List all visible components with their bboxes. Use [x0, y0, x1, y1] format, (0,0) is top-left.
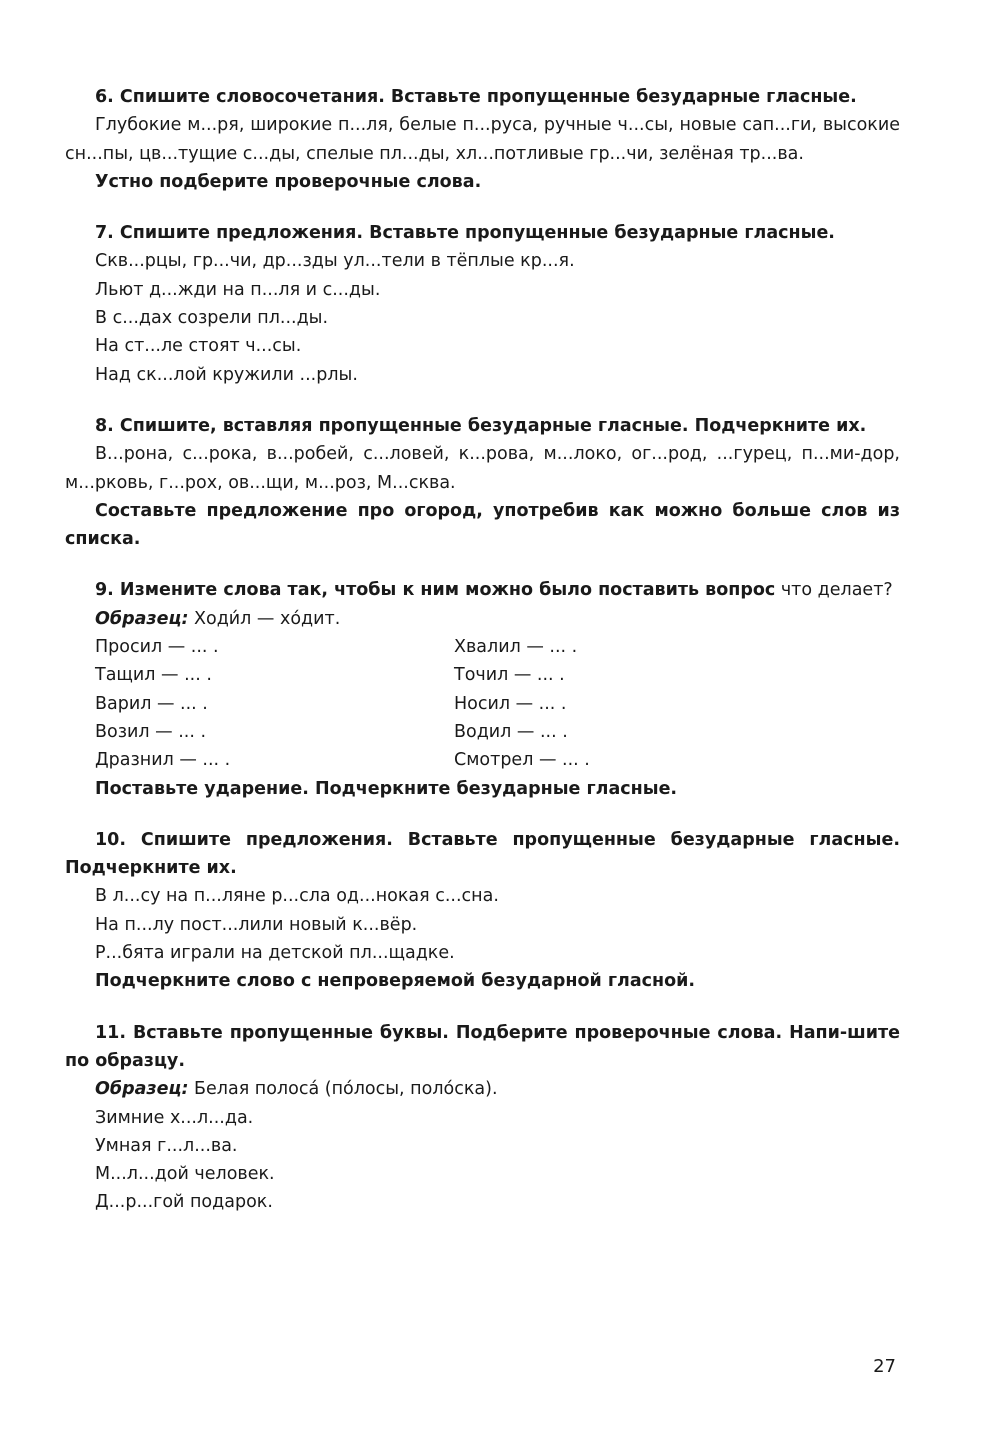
exercise-7-line: Над ск...лой кружили ...рлы. [95, 364, 358, 385]
exercise-7-line: В с...дах созрели пл...ды. [95, 308, 329, 329]
exercise-6-text: Глубокие м...ря, широкие п...ля, белые п...руса, ручные ч...сы, новые сап...ги, высокие сн...пы, цв...тущие с...ды, спелые пл...ды, хл...потливые гр...чи, зелёная тр...ва. [65, 115, 900, 164]
exercise-9-word-grid [65, 633, 900, 774]
exercise-9-task: Поставьте ударение. Подчеркните безударные гласные. [95, 778, 678, 799]
sample-text: Белая полоса́ (по́лосы, поло́ска). [188, 1079, 498, 1100]
word-item: Водил — ... . [454, 721, 568, 742]
exercise-8 [65, 412, 900, 553]
exercise-6-title: 6. Спишите словосочетания. Вставьте пропущенные безударные гласные. [95, 87, 857, 107]
exercise-11 [65, 1019, 900, 1217]
exercise-9-title-main: 9. Измените слова так, чтобы к ним можно было поставить вопрос [95, 580, 776, 601]
exercise-11-line: Умная г...л...ва. [95, 1135, 238, 1156]
exercise-10 [65, 826, 900, 996]
word-item: Варил — ... . [95, 693, 208, 714]
exercise-8-title: 8. Спишите, вставляя пропущенные безударные гласные. Подчеркните их. [95, 415, 867, 436]
word-item: Дразнил — ... . [95, 750, 231, 771]
exercise-9-question: что делает? [775, 580, 893, 601]
word-item: Смотрел — ... . [454, 750, 590, 771]
word-item: Носил — ... . [454, 693, 567, 714]
exercise-7 [65, 219, 900, 389]
word-item: Точил — ... . [454, 665, 565, 686]
word-item: Хвалил — ... . [454, 637, 578, 658]
exercise-8-text: В...рона, с...рока, в...робей, с...ловей, к...рова, м...локо, ог...род, ...гурец, п...ми-дор, м...рковь, г...рох, ов...щи, м...роз, М...сква. [65, 444, 900, 493]
exercise-7-line: На ст...ле стоят ч...сы. [95, 336, 302, 357]
exercise-11-line: Д...р...гой подарок. [95, 1192, 273, 1213]
exercise-11-title: 11. Вставьте пропущенные буквы. Подберите проверочные слова. Напи-шите по образцу. [65, 1022, 900, 1071]
exercise-11-line: М...л...дой человек. [95, 1164, 275, 1185]
exercise-9-title [65, 576, 900, 604]
exercise-9-sample [65, 605, 900, 633]
sample-label: Образец: [95, 608, 189, 629]
sample-label: Образец: [95, 1079, 189, 1100]
exercise-6-task: Устно подберите проверочные слова. [95, 171, 482, 192]
word-item: Возил — ... . [95, 721, 207, 742]
exercise-11-line: Зимние х...л...да. [95, 1107, 254, 1128]
exercise-10-title: 10. Спишите предложения. Вставьте пропущенные безударные гласные. Подчеркните их. [65, 829, 900, 879]
exercise-10-line: На п...лу пост...лили новый к...вёр. [95, 914, 418, 935]
page-number: 27 [873, 1356, 896, 1377]
exercise-7-line: Льют д...жди на п...ля и с...ды. [95, 279, 381, 300]
exercise-6 [65, 83, 900, 196]
exercise-8-task: Составьте предложение про огород, употребив как можно больше слов из списка. [65, 500, 900, 550]
exercise-10-line: В л...су на п...ляне р...сла од...нокая с...сна. [95, 886, 499, 907]
exercise-9 [65, 576, 900, 802]
exercise-11-sample [65, 1075, 900, 1103]
worksheet-page [65, 83, 900, 1240]
exercise-10-line: Р...бята играли на детской пл...щадке. [95, 943, 455, 964]
exercise-10-task: Подчеркните слово с непроверяемой безударной гласной. [95, 971, 696, 992]
sample-text: Ходи́л — хо́дит. [188, 608, 341, 629]
exercise-7-line: Скв...рцы, гр...чи, др...зды ул...тели в тёплые кр...я. [95, 251, 575, 272]
exercise-7-title: 7. Спишите предложения. Вставьте пропущенные безударные гласные. [95, 223, 835, 244]
word-item: Просил — ... . [95, 637, 219, 658]
word-item: Тащил — ... . [95, 665, 212, 686]
